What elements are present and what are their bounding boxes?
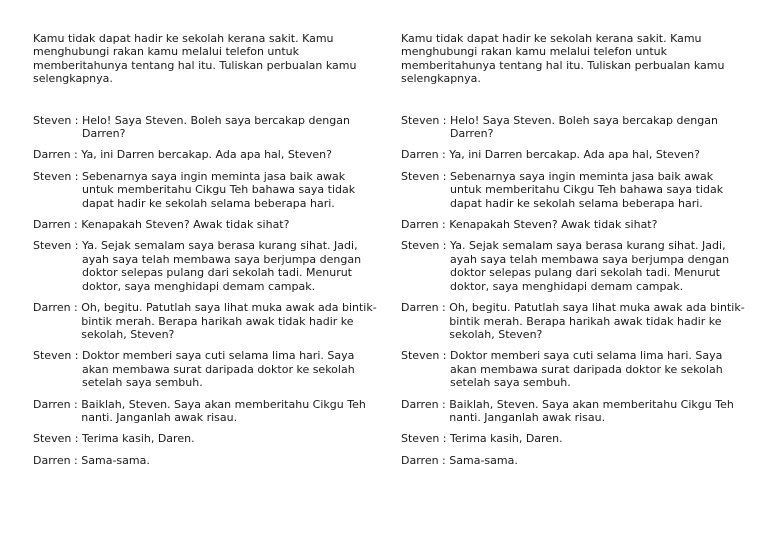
speaker-label: Steven : <box>33 349 83 363</box>
dialogue-list <box>33 114 378 468</box>
dialogue-text: Sebenarnya saya ingin meminta jasa baik awak untuk memberitahu Cikgu Teh bahawa saya tidak dapat hadir ke sekolah selama beberapa hari. <box>82 169 356 210</box>
speaker-label: Darren : <box>401 397 450 411</box>
dialogue-line <box>401 454 746 467</box>
dialogue-text: Helo! Saya Steven. Boleh saya bercakap dengan Darren? <box>450 113 718 141</box>
speaker-label: Steven : <box>33 432 83 446</box>
speaker-label: Steven : <box>401 169 451 183</box>
dialogue-line <box>401 148 746 161</box>
speaker-label: Darren : <box>33 148 82 162</box>
dialogue-text: Terima kasih, Daren. <box>82 432 195 446</box>
dialogue-text: Ya. Sejak semalam saya berasa kurang sihat. Jadi, ayah saya telah membawa saya berjumpa dengan doktor selepas pulang dari sekolah tadi. Menurut doktor, saya menghidapi demam campak. <box>450 239 730 293</box>
document-column-left <box>33 32 378 475</box>
dialogue-text: Helo! Saya Steven. Boleh saya bercakap dengan Darren? <box>82 113 350 141</box>
dialogue-text: Sebenarnya saya ingin meminta jasa baik awak untuk memberitahu Cikgu Teh bahawa saya tidak dapat hadir ke sekolah selama beberapa hari. <box>450 169 724 210</box>
speaker-label: Steven : <box>33 113 83 127</box>
dialogue-text: Kenapakah Steven? Awak tidak sihat? <box>449 218 658 232</box>
dialogue-line <box>33 114 378 141</box>
dialogue-line <box>33 432 378 445</box>
instruction-paragraph: Kamu tidak dapat hadir ke sekolah kerana sakit. Kamu menghubungi rakan kamu melalui telefon untuk memberitahunya tentang hal itu. Tuliskan perbualan kamu selengkapnya. <box>33 32 357 86</box>
dialogue-line <box>401 432 746 445</box>
dialogue-text: Baiklah, Steven. Saya akan memberitahu Cikgu Teh nanti. Janganlah awak risau. <box>449 397 734 424</box>
document-column-right <box>401 32 746 475</box>
speaker-label: Steven : <box>401 239 451 253</box>
dialogue-line <box>401 170 746 210</box>
dialogue-text: Doktor memberi saya cuti selama lima hari. Saya akan membawa surat daripada doktor ke sekolah setelah saya sembuh. <box>82 349 355 390</box>
dialogue-line <box>33 398 378 425</box>
speaker-label: Darren : <box>401 453 450 467</box>
dialogue-line <box>33 218 378 231</box>
dialogue-text: Ya, ini Darren bercakap. Ada apa hal, Steven? <box>81 148 332 162</box>
dialogue-line <box>33 349 378 389</box>
dialogue-line <box>33 148 378 161</box>
dialogue-line <box>33 301 378 341</box>
speaker-label: Darren : <box>401 218 450 232</box>
speaker-label: Darren : <box>401 148 450 162</box>
speaker-label: Steven : <box>401 113 451 127</box>
dialogue-line <box>401 349 746 389</box>
instruction-paragraph: Kamu tidak dapat hadir ke sekolah kerana sakit. Kamu menghubungi rakan kamu melalui telefon untuk memberitahunya tentang hal itu. Tuliskan perbualan kamu selengkapnya. <box>401 32 725 86</box>
speaker-label: Darren : <box>33 301 82 315</box>
dialogue-text: Doktor memberi saya cuti selama lima hari. Saya akan membawa surat daripada doktor ke sekolah setelah saya sembuh. <box>450 349 723 390</box>
dialogue-text: Terima kasih, Daren. <box>450 432 563 446</box>
dialogue-line <box>401 114 746 141</box>
dialogue-text: Ya, ini Darren bercakap. Ada apa hal, Steven? <box>449 148 700 162</box>
dialogue-text: Oh, begitu. Patutlah saya lihat muka awak ada bintik-bintik merah. Berapa harikah awak tidak hadir ke sekolah, Steven? <box>449 301 745 341</box>
dialogue-line <box>33 239 378 293</box>
speaker-label: Darren : <box>33 397 82 411</box>
speaker-label: Steven : <box>33 169 83 183</box>
dialogue-line <box>33 170 378 210</box>
dialogue-text: Sama-sama. <box>449 453 518 467</box>
speaker-label: Steven : <box>33 239 83 253</box>
speaker-label: Steven : <box>401 349 451 363</box>
dialogue-text: Kenapakah Steven? Awak tidak sihat? <box>81 218 290 232</box>
dialogue-line <box>401 301 746 341</box>
speaker-label: Steven : <box>401 432 451 446</box>
dialogue-text: Oh, begitu. Patutlah saya lihat muka awak ada bintik-bintik merah. Berapa harikah awak tidak hadir ke sekolah, Steven? <box>81 301 377 341</box>
dialogue-text: Sama-sama. <box>81 453 150 467</box>
dialogue-line <box>401 239 746 293</box>
dialogue-line <box>401 398 746 425</box>
speaker-label: Darren : <box>33 218 82 232</box>
speaker-label: Darren : <box>401 301 450 315</box>
dialogue-line <box>33 454 378 467</box>
dialogue-list <box>401 114 746 468</box>
speaker-label: Darren : <box>33 453 82 467</box>
dialogue-line <box>401 218 746 231</box>
dialogue-text: Baiklah, Steven. Saya akan memberitahu Cikgu Teh nanti. Janganlah awak risau. <box>81 397 366 424</box>
dialogue-text: Ya. Sejak semalam saya berasa kurang sihat. Jadi, ayah saya telah membawa saya berjumpa dengan doktor selepas pulang dari sekolah tadi. Menurut doktor, saya menghidapi demam campak. <box>82 239 362 293</box>
